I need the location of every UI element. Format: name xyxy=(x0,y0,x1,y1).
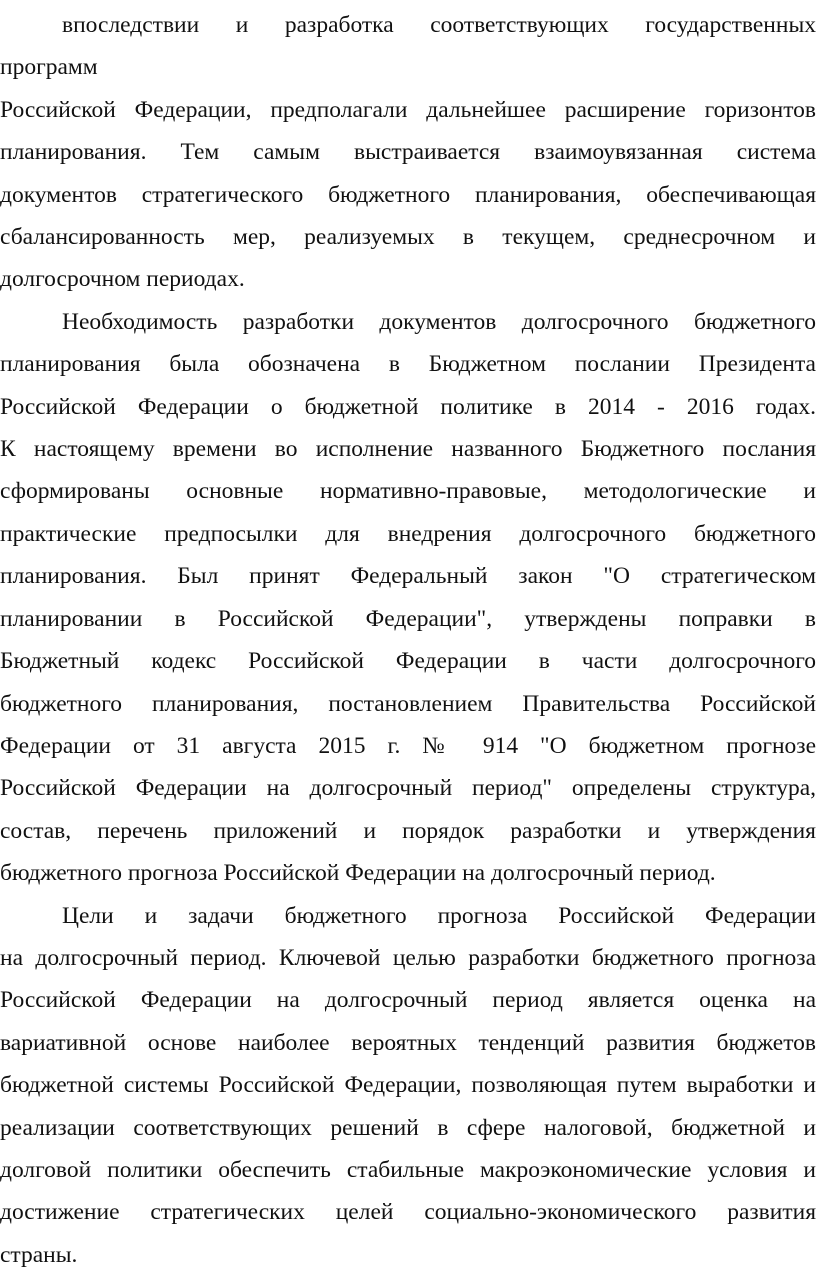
text-line: сбалансированность мер, реализуемых в текущем, среднесрочном и xyxy=(0,224,816,251)
paragraph-2 xyxy=(0,301,816,895)
text-line: программ xyxy=(0,54,98,81)
text-line: реализации соответствующих решений в сфере налоговой, бюджетной и xyxy=(0,1114,816,1141)
text-line: Цели и задачи бюджетного прогноза Российской Федерации xyxy=(62,902,816,929)
text-line: Российской Федерации о бюджетной политике в 2014 - 2016 годах. xyxy=(0,393,816,420)
text-line: Российской Федерации, предполагали дальнейшее расширение горизонтов xyxy=(0,96,816,123)
paragraph-3 xyxy=(0,895,816,1276)
document-page xyxy=(0,4,816,1276)
text-line: Федерации от 31 августа 2015 г. № 914 "О бюджетном прогнозе xyxy=(0,732,816,759)
text-line: на долгосрочный период. Ключевой целью разработки бюджетного прогноза xyxy=(0,944,816,971)
text-line: документов стратегического бюджетного планирования, обеспечивающая xyxy=(0,181,816,208)
text-line: планирования. Был принят Федеральный закон "О стратегическом xyxy=(0,563,816,590)
text-line: Необходимость разработки документов долгосрочного бюджетного xyxy=(62,308,816,335)
text-line: Бюджетный кодекс Российской Федерации в части долгосрочного xyxy=(0,648,816,675)
text-line: бюджетного прогноза Российской Федерации на долгосрочный период. xyxy=(0,860,716,887)
text-line: планирования. Тем самым выстраивается взаимоувязанная система xyxy=(0,139,816,166)
text-line: впоследствии и разработка соответствующих государственных xyxy=(62,12,816,38)
text-line: бюджетного планирования, постановлением Правительства Российской xyxy=(0,690,816,717)
text-line: вариативной основе наиболее вероятных тенденций развития бюджетов xyxy=(0,1029,816,1056)
text-line: планировании в Российской Федерации", утверждены поправки в xyxy=(0,605,816,632)
text-line: долговой политики обеспечить стабильные макроэкономические условия и xyxy=(0,1156,816,1183)
text-line: сформированы основные нормативно-правовые, методологические и xyxy=(0,478,816,505)
text-line: состав, перечень приложений и порядок разработки и утверждения xyxy=(0,817,816,844)
text-line: практические предпосылки для внедрения долгосрочного бюджетного xyxy=(0,520,816,547)
text-line: планирования была обозначена в Бюджетном послании Президента xyxy=(0,351,816,378)
paragraph-1 xyxy=(0,4,816,301)
text-line: Российской Федерации на долгосрочный период" определены структура, xyxy=(0,775,816,802)
text-line: страны. xyxy=(0,1241,78,1268)
text-line: К настоящему времени во исполнение названного Бюджетного послания xyxy=(0,436,816,463)
text-line: достижение стратегических целей социально-экономического развития xyxy=(0,1199,816,1226)
text-line: долгосрочном периодах. xyxy=(0,266,245,293)
text-line: бюджетной системы Российской Федерации, позволяющая путем выработки и xyxy=(0,1072,816,1099)
text-line: Российской Федерации на долгосрочный период является оценка на xyxy=(0,987,816,1014)
